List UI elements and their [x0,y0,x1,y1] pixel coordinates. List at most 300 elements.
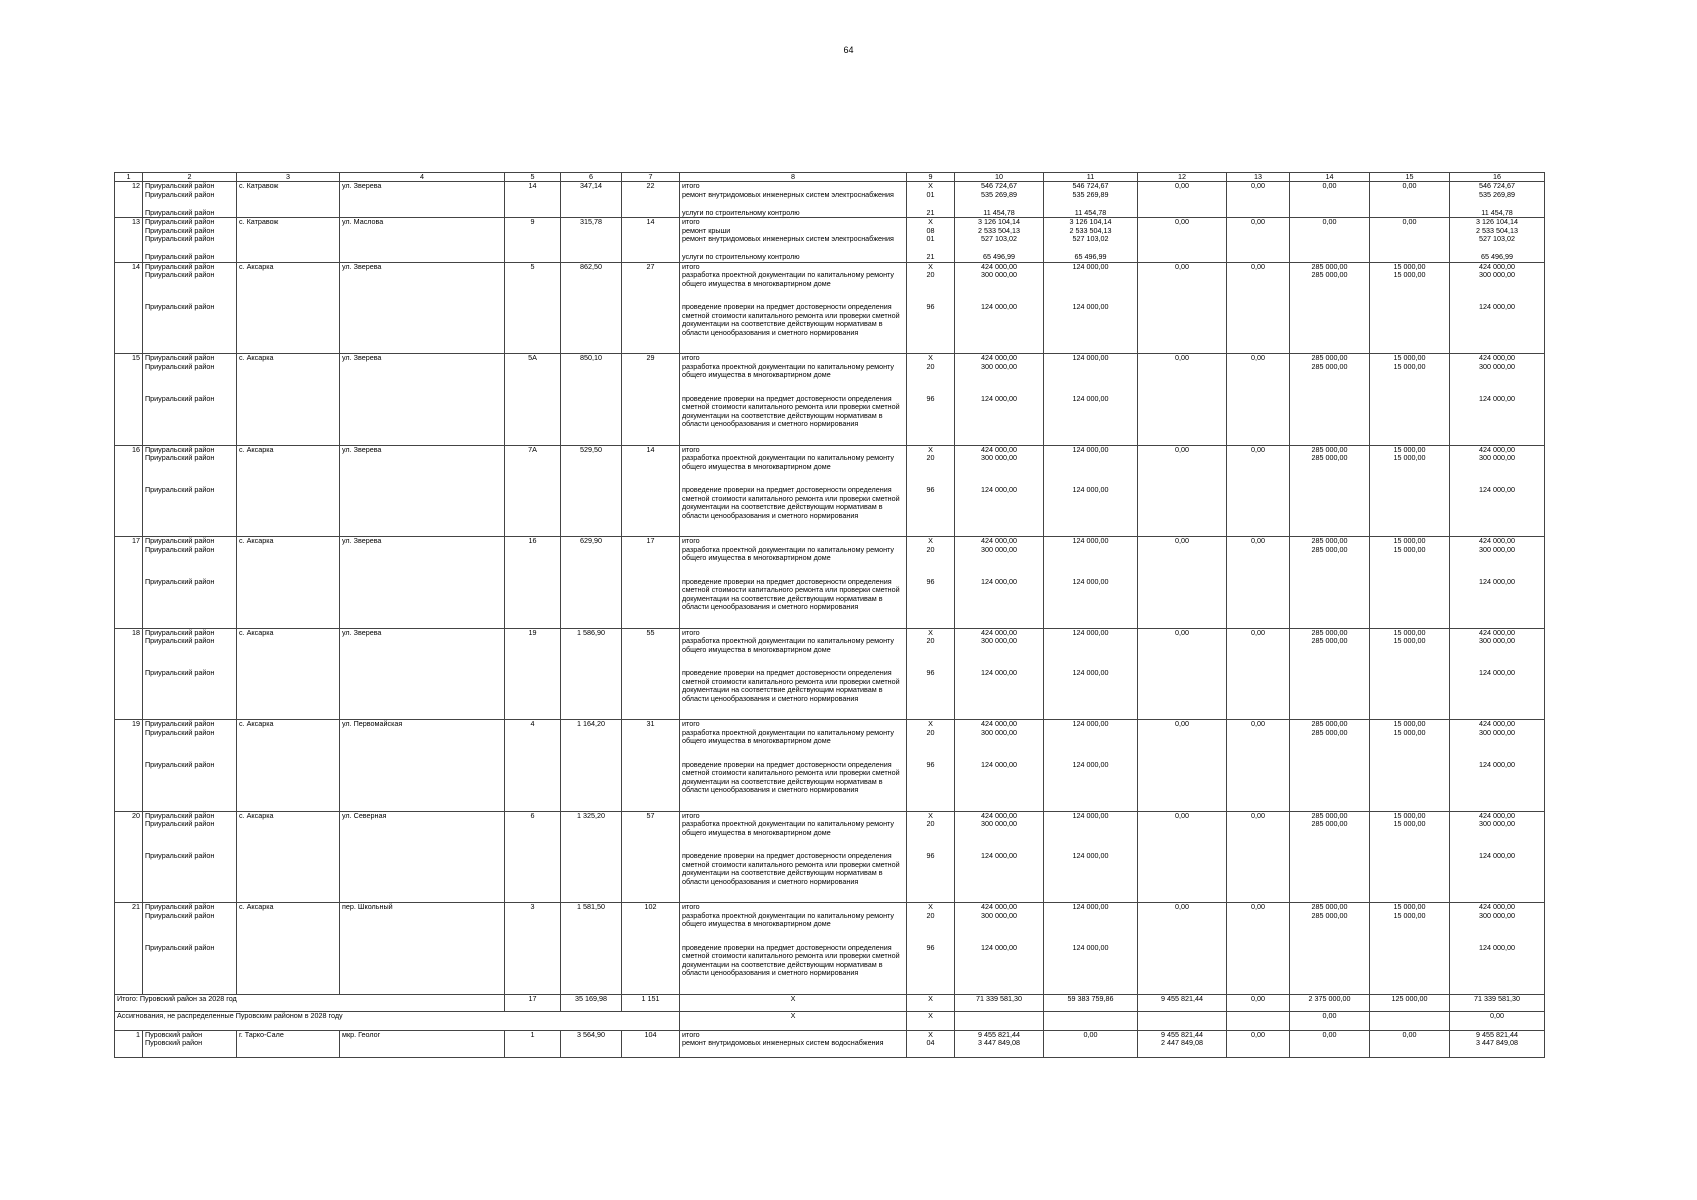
table-cell: Итого: Пуровский район за 2028 год [115,994,505,1011]
table-cell: 0,00 [1227,182,1290,191]
table-cell [622,209,680,218]
table-cell [237,546,340,578]
table-cell [1044,912,1138,944]
table-cell: 285 000,00 [1290,729,1370,761]
table-cell [115,191,143,209]
table-cell: проведение проверки на предмет достоверности определения сметной стоимости капитального ремонта или проверки сметной документации на соответствие действующим нормативам в области ценообразования и сметного нормирования [680,944,907,995]
table-cell: 01 [907,235,955,253]
table-cell [1138,669,1227,720]
table-cell: Х [907,354,955,363]
table-cell [1290,253,1370,262]
table-cell: 124 000,00 [955,669,1044,720]
table-cell [1138,729,1227,761]
table-cell [1227,546,1290,578]
table-cell [115,303,143,354]
table-cell: 300 000,00 [1450,271,1545,303]
table-cell: Приуральский район [143,191,237,209]
table-cell: с. Катравож [237,218,340,227]
table-cell: 15 000,00 [1370,363,1450,395]
table-cell: 285 000,00 [1290,445,1370,454]
table-cell: ремонт внутридомовых инженерных систем электроснабжения [680,191,907,209]
table-cell [237,761,340,812]
table-cell: 0,00 [1450,1011,1545,1030]
table-cell: Приуральский район [143,395,237,446]
table-cell [1370,235,1450,253]
table-cell: Приуральский район [143,486,237,537]
table-cell: 0,00 [1370,218,1450,227]
table-cell [1138,395,1227,446]
table-cell [622,363,680,395]
table-cell: Приуральский район [143,729,237,761]
table-cell [115,852,143,903]
table-cell: 1 586,90 [561,628,622,637]
table-cell [115,253,143,262]
table-cell [505,820,561,852]
table-cell: 285 000,00 [1290,720,1370,729]
table-cell: 1 325,20 [561,811,622,820]
table-cell: 65 496,99 [1450,253,1545,262]
table-cell [115,912,143,944]
table-cell: 285 000,00 [1290,637,1370,669]
table-cell [340,578,505,629]
table-cell: 20 [907,546,955,578]
table-cell: ремонт внутридомовых инженерных систем электроснабжения [680,235,907,253]
column-header-3: 3 [237,173,340,182]
table-cell: 20 [907,271,955,303]
table-cell: 0,00 [1138,218,1227,227]
table-cell: 11 454,78 [955,209,1044,218]
table-cell: 96 [907,761,955,812]
table-row [115,1039,1545,1058]
table-cell: 124 000,00 [1044,354,1138,363]
table-cell: 535 269,89 [1450,191,1545,209]
table-cell [1370,1011,1450,1030]
table-cell [561,454,622,486]
table-cell: Приуральский район [143,445,237,454]
table-cell [115,235,143,253]
table-cell: итого [680,262,907,271]
table-cell: Приуральский район [143,820,237,852]
table-cell [622,1039,680,1058]
table-cell [1290,486,1370,537]
table-cell [1138,271,1227,303]
table-cell: 12 [115,182,143,191]
table-cell [622,395,680,446]
column-header-12: 12 [1138,173,1227,182]
table-cell [340,820,505,852]
table-cell [340,1039,505,1058]
table-cell [115,363,143,395]
table-cell: 20 [907,912,955,944]
table-cell [561,761,622,812]
table-cell: 424 000,00 [955,628,1044,637]
table-cell: итого [680,903,907,912]
table-cell: 15 000,00 [1370,546,1450,578]
table-cell: 96 [907,578,955,629]
column-header-10: 10 [955,173,1044,182]
table-cell: проведение проверки на предмет достоверности определения сметной стоимости капитального ремонта или проверки сметной документации на соответствие действующим нормативам в области ценообразования и сметного нормирования [680,852,907,903]
table-cell [505,546,561,578]
column-header-15: 15 [1370,173,1450,182]
table-cell: 102 [622,903,680,912]
table-cell: 124 000,00 [1044,303,1138,354]
table-cell: 124 000,00 [1044,761,1138,812]
table-cell [1138,578,1227,629]
table-cell: 124 000,00 [1044,669,1138,720]
table-cell: 124 000,00 [1044,537,1138,546]
table-cell [1044,363,1138,395]
table-cell [505,1039,561,1058]
table-cell [115,944,143,995]
data-table [114,172,1545,1058]
table-cell: итого [680,537,907,546]
table-cell: 3 126 104,14 [955,218,1044,227]
table-cell [561,637,622,669]
table-cell [115,669,143,720]
table-cell [115,637,143,669]
table-cell: 0,00 [1138,903,1227,912]
table-cell: 285 000,00 [1290,262,1370,271]
table-cell: 124 000,00 [1450,761,1545,812]
table-row [115,637,1545,669]
table-cell: Приуральский район [143,852,237,903]
table-cell: 15 000,00 [1370,354,1450,363]
table-cell: 300 000,00 [1450,454,1545,486]
table-cell: 629,90 [561,537,622,546]
table-cell: с. Аксарка [237,537,340,546]
table-cell: 17 [505,994,561,1011]
table-cell [1290,761,1370,812]
table-cell [622,227,680,235]
table-cell: 15 000,00 [1370,445,1450,454]
table-cell [505,191,561,209]
table-cell [340,253,505,262]
table-cell: Приуральский район [143,903,237,912]
table-cell: ул. Зверева [340,182,505,191]
table-cell [237,363,340,395]
table-cell [561,363,622,395]
table-cell [1370,669,1450,720]
table-cell: 2 533 504,13 [1450,227,1545,235]
table-cell [1044,1011,1138,1030]
table-cell: 14 [505,182,561,191]
table-row [115,235,1545,253]
table-cell: ул. Маслова [340,218,505,227]
table-cell [237,852,340,903]
table-cell: 15 000,00 [1370,262,1450,271]
table-cell: 285 000,00 [1290,546,1370,578]
table-cell: 0,00 [1138,811,1227,820]
table-cell: итого [680,218,907,227]
table-cell: 285 000,00 [1290,537,1370,546]
table-cell [561,1039,622,1058]
table-cell: 424 000,00 [955,903,1044,912]
table-cell: 0,00 [1227,262,1290,271]
table-cell: 65 496,99 [955,253,1044,262]
table-cell: 20 [115,811,143,820]
table-cell [561,191,622,209]
table-cell: 21 [115,903,143,912]
table-cell [561,253,622,262]
table-cell [1227,227,1290,235]
table-row [115,303,1545,354]
table-cell [505,912,561,944]
table-cell [1370,486,1450,537]
table-row [115,669,1545,720]
table-cell [340,395,505,446]
table-cell: 424 000,00 [1450,811,1545,820]
table-cell: 71 339 581,30 [1450,994,1545,1011]
table-cell: 285 000,00 [1290,811,1370,820]
table-cell: 124 000,00 [1044,628,1138,637]
table-cell [1227,729,1290,761]
table-cell [1138,191,1227,209]
table-cell: 124 000,00 [955,761,1044,812]
table-cell [1227,852,1290,903]
table-cell: 13 [115,218,143,227]
table-cell [622,944,680,995]
table-cell: Приуральский район [143,354,237,363]
table-cell: 11 454,78 [1044,209,1138,218]
table-cell: разработка проектной документации по капитальному ремонту общего имущества в многоквартирном доме [680,546,907,578]
table-cell: услуги по строительному контролю [680,209,907,218]
table-cell [622,454,680,486]
table-cell: Ассигнования, не распределенные Пуровским районом в 2028 году [115,1011,680,1030]
table-cell [1044,637,1138,669]
table-row [115,729,1545,761]
table-cell: Пуровский район [143,1030,237,1039]
table-cell [1290,303,1370,354]
table-cell [115,486,143,537]
table-cell: 0,00 [1138,182,1227,191]
table-cell: проведение проверки на предмет достоверности определения сметной стоимости капитального ремонта или проверки сметной документации на соответствие действующим нормативам в области ценообразования и сметного нормирования [680,761,907,812]
table-row-total [115,262,1545,271]
table-cell: мкр. Геолог [340,1030,505,1039]
table-cell [1044,820,1138,852]
table-cell: 14 [622,218,680,227]
table-cell: 20 [907,637,955,669]
table-cell: 15 000,00 [1370,637,1450,669]
table-cell: Приуральский район [143,363,237,395]
table-cell: 0,00 [1227,628,1290,637]
table-cell: 96 [907,395,955,446]
table-cell: 5А [505,354,561,363]
table-cell: Х [907,445,955,454]
table-cell: итого [680,720,907,729]
table-cell: 96 [907,852,955,903]
table-cell: Х [680,1011,907,1030]
table-cell: 0,00 [1227,354,1290,363]
table-cell: Х [907,903,955,912]
table-cell [561,944,622,995]
table-cell: 3 126 104,14 [1044,218,1138,227]
table-cell [505,578,561,629]
table-cell [505,761,561,812]
table-cell: 96 [907,944,955,995]
table-cell [1138,912,1227,944]
table-cell [505,253,561,262]
column-header-13: 13 [1227,173,1290,182]
table-cell: Приуральский район [143,235,237,253]
table-cell: 7А [505,445,561,454]
column-header-16: 16 [1450,173,1545,182]
table-cell: 6 [505,811,561,820]
table-cell [340,729,505,761]
table-cell [115,1039,143,1058]
table-cell: разработка проектной документации по капитальному ремонту общего имущества в многоквартирном доме [680,729,907,761]
table-cell: 285 000,00 [1290,363,1370,395]
table-cell: разработка проектной документации по капитальному ремонту общего имущества в многоквартирном доме [680,363,907,395]
table-cell: 3 126 104,14 [1450,218,1545,227]
table-row [115,578,1545,629]
table-cell: 15 000,00 [1370,903,1450,912]
table-cell [1290,191,1370,209]
table-cell [1227,486,1290,537]
table-cell [561,820,622,852]
table-cell [115,271,143,303]
table-cell [340,637,505,669]
table-cell: 20 [907,363,955,395]
table-cell [1227,912,1290,944]
table-cell [1370,395,1450,446]
table-cell: 55 [622,628,680,637]
table-cell: с. Катравож [237,182,340,191]
table-cell: 21 [907,209,955,218]
table-cell [237,227,340,235]
table-cell: 424 000,00 [1450,720,1545,729]
table-cell: 285 000,00 [1290,628,1370,637]
table-cell [1227,1011,1290,1030]
table-row-total [115,1030,1545,1039]
table-row [115,271,1545,303]
table-cell: Приуральский район [143,454,237,486]
table-cell: 11 454,78 [1450,209,1545,218]
table-cell [115,578,143,629]
column-header-6: 6 [561,173,622,182]
table-cell [1044,729,1138,761]
table-cell: 1 164,20 [561,720,622,729]
table-cell [340,669,505,720]
table-cell [622,669,680,720]
table-cell: 15 000,00 [1370,720,1450,729]
table-row [115,944,1545,995]
table-row [115,486,1545,537]
table-cell [340,486,505,537]
table-cell [237,303,340,354]
table-cell [1370,253,1450,262]
table-cell: итого [680,182,907,191]
table-row-total [115,182,1545,191]
table-cell [340,761,505,812]
table-cell: 285 000,00 [1290,454,1370,486]
table-cell: с. Аксарка [237,720,340,729]
table-row [115,852,1545,903]
table-cell: Х [907,1011,955,1030]
table-cell [1138,546,1227,578]
table-cell: 19 [115,720,143,729]
table-cell [561,912,622,944]
table-cell: 347,14 [561,182,622,191]
column-header-5: 5 [505,173,561,182]
table-cell: 9 455 821,44 [955,1030,1044,1039]
table-row-total [115,628,1545,637]
table-cell: Приуральский район [143,669,237,720]
table-cell: 300 000,00 [955,912,1044,944]
table-cell: Приуральский район [143,262,237,271]
table-cell [622,486,680,537]
table-cell [505,669,561,720]
table-cell [340,546,505,578]
table-row [115,761,1545,812]
table-cell: разработка проектной документации по капитальному ремонту общего имущества в многоквартирном доме [680,271,907,303]
table-row-total [115,445,1545,454]
table-cell [1138,852,1227,903]
table-cell: 529,50 [561,445,622,454]
table-cell [622,546,680,578]
column-header-11: 11 [1044,173,1138,182]
table-cell [1290,578,1370,629]
table-cell: 3 447 849,08 [1450,1039,1545,1058]
table-cell [1227,637,1290,669]
table-cell: Приуральский район [143,253,237,262]
table-cell: 124 000,00 [955,578,1044,629]
table-cell: 124 000,00 [1044,852,1138,903]
table-cell: 15 000,00 [1370,820,1450,852]
table-cell: 0,00 [1044,1030,1138,1039]
table-cell [561,486,622,537]
table-cell: 0,00 [1290,218,1370,227]
table-cell: 15 000,00 [1370,628,1450,637]
table-cell: проведение проверки на предмет достоверности определения сметной стоимости капитального ремонта или проверки сметной документации на соответствие действующим нормативам в области ценообразования и сметного нормирования [680,303,907,354]
table-cell: проведение проверки на предмет достоверности определения сметной стоимости капитального ремонта или проверки сметной документации на соответствие действующим нормативам в области ценообразования и сметного нормирования [680,669,907,720]
table-cell: проведение проверки на предмет достоверности определения сметной стоимости капитального ремонта или проверки сметной документации на соответствие действующим нормативам в области ценообразования и сметного нормирования [680,395,907,446]
table-cell: 315,78 [561,218,622,227]
table-cell: 300 000,00 [1450,912,1545,944]
table-cell: 124 000,00 [1044,578,1138,629]
table-cell: с. Аксарка [237,262,340,271]
table-cell [1227,253,1290,262]
table-cell: итого [680,628,907,637]
table-cell [505,637,561,669]
table-cell: 424 000,00 [1450,628,1545,637]
table-cell [505,729,561,761]
table-cell: 124 000,00 [955,486,1044,537]
table-cell: разработка проектной документации по капитальному ремонту общего имущества в многоквартирном доме [680,454,907,486]
table-cell: 96 [907,486,955,537]
table-cell [505,209,561,218]
table-cell: разработка проектной документации по капитальному ремонту общего имущества в многоквартирном доме [680,637,907,669]
table-cell [622,820,680,852]
table-cell [561,578,622,629]
table-cell: 22 [622,182,680,191]
table-cell [115,761,143,812]
table-cell: с. Аксарка [237,811,340,820]
table-cell: 0,00 [1227,903,1290,912]
table-cell [340,363,505,395]
table-cell: 0,00 [1227,1030,1290,1039]
table-cell: итого [680,445,907,454]
table-cell: 300 000,00 [1450,546,1545,578]
table-cell: 0,00 [1138,262,1227,271]
table-cell: итого [680,811,907,820]
table-row [115,363,1545,395]
table-cell: Приуральский район [143,637,237,669]
table-cell [561,852,622,903]
column-header-8: 8 [680,173,907,182]
table-cell [561,209,622,218]
table-cell: 14 [115,262,143,271]
table-cell: Х [907,994,955,1011]
